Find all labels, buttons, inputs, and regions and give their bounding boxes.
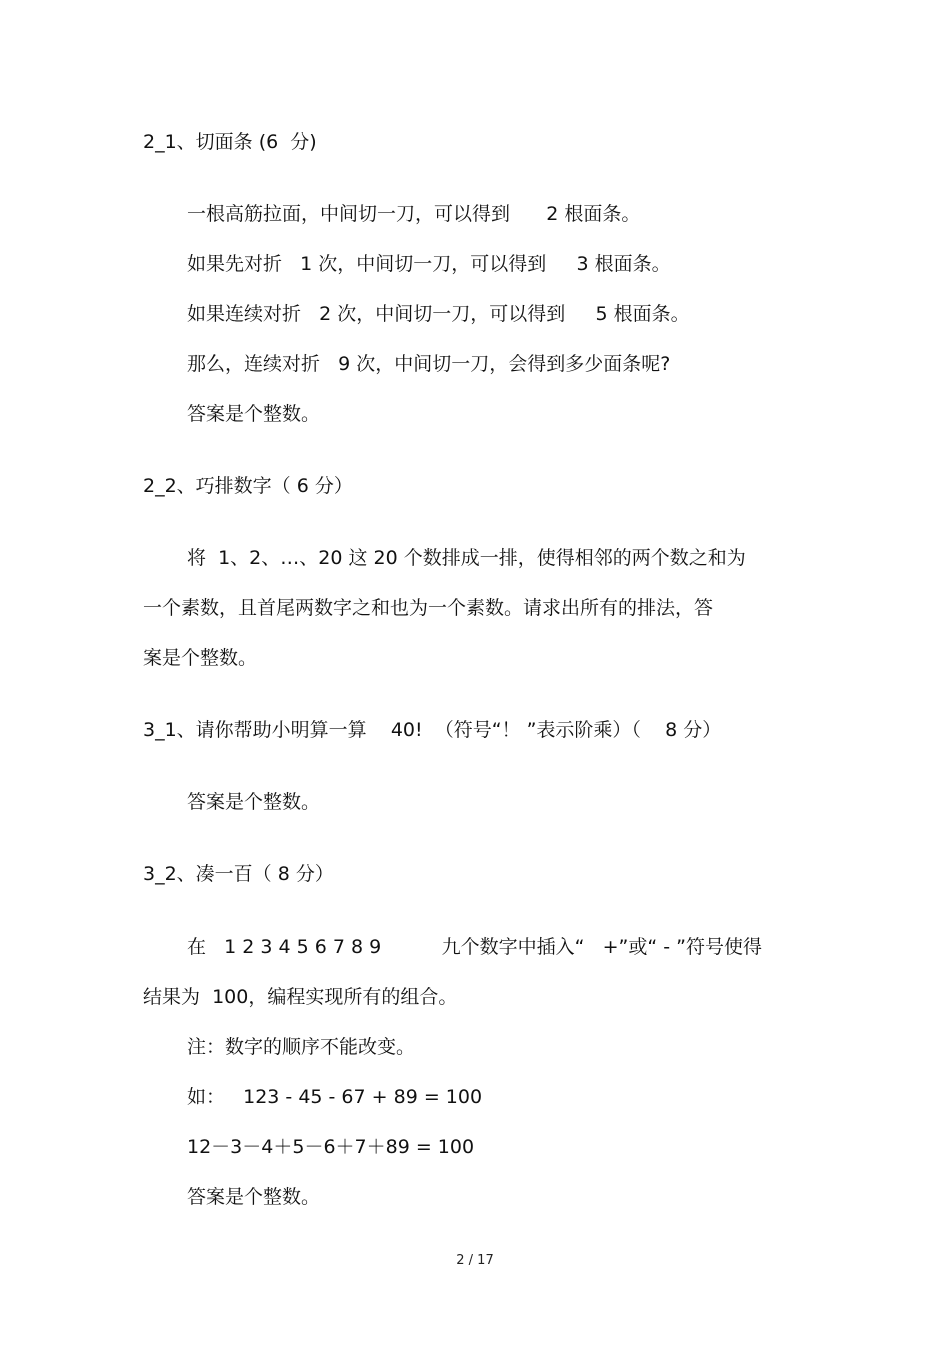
question-2-2-line: 案是个整数。 xyxy=(143,647,258,669)
question-3-1-line: 答案是个整数。 xyxy=(187,791,321,813)
question-2-1-line: 如果连续对折 2 次，中间切一刀，可以得到 5 根面条。 xyxy=(187,303,690,325)
question-2-1-line: 如果先对折 1 次，中间切一刀，可以得到 3 根面条。 xyxy=(187,253,671,275)
question-3-1-heading: 3_1、请你帮助小明算一算 40! （符号“！ ”表示阶乘）（ 8 分） xyxy=(143,719,722,741)
question-3-2-line: 如： 123 - 45 - 67 + 89 = 100 xyxy=(187,1086,483,1108)
question-3-2-line: 答案是个整数。 xyxy=(187,1186,321,1208)
question-3-2-line: 注：数字的顺序不能改变。 xyxy=(187,1036,416,1058)
question-3-2-heading: 3_2、凑一百（ 8 分） xyxy=(143,863,334,885)
question-2-2-line: 将 1、2、…、20 这 20 个数排成一排，使得相邻的两个数之和为 xyxy=(187,547,746,569)
question-2-1-line: 那么，连续对折 9 次，中间切一刀，会得到多少面条呢? xyxy=(187,353,671,375)
page-number: 2 / 17 xyxy=(456,1253,494,1268)
question-3-2-line: 结果为 100，编程实现所有的组合。 xyxy=(143,986,458,1008)
question-3-2-line: 在 1 2 3 4 5 6 7 8 9 九个数字中插入“ +”或“ - ”符号使得 xyxy=(187,936,762,958)
question-2-1-heading: 2_1、切面条 (6 分) xyxy=(143,131,317,153)
question-2-1-line: 一根高筋拉面，中间切一刀，可以得到 2 根面条。 xyxy=(187,203,641,225)
question-2-1-line: 答案是个整数。 xyxy=(187,403,321,425)
question-2-2-heading: 2_2、巧排数字（ 6 分） xyxy=(143,475,353,497)
question-3-2-line: 12－3－4＋5－6＋7＋89 = 100 xyxy=(187,1136,475,1158)
question-2-2-line: 一个素数，且首尾两数字之和也为一个素数。请求出所有的排法，答 xyxy=(143,597,714,619)
